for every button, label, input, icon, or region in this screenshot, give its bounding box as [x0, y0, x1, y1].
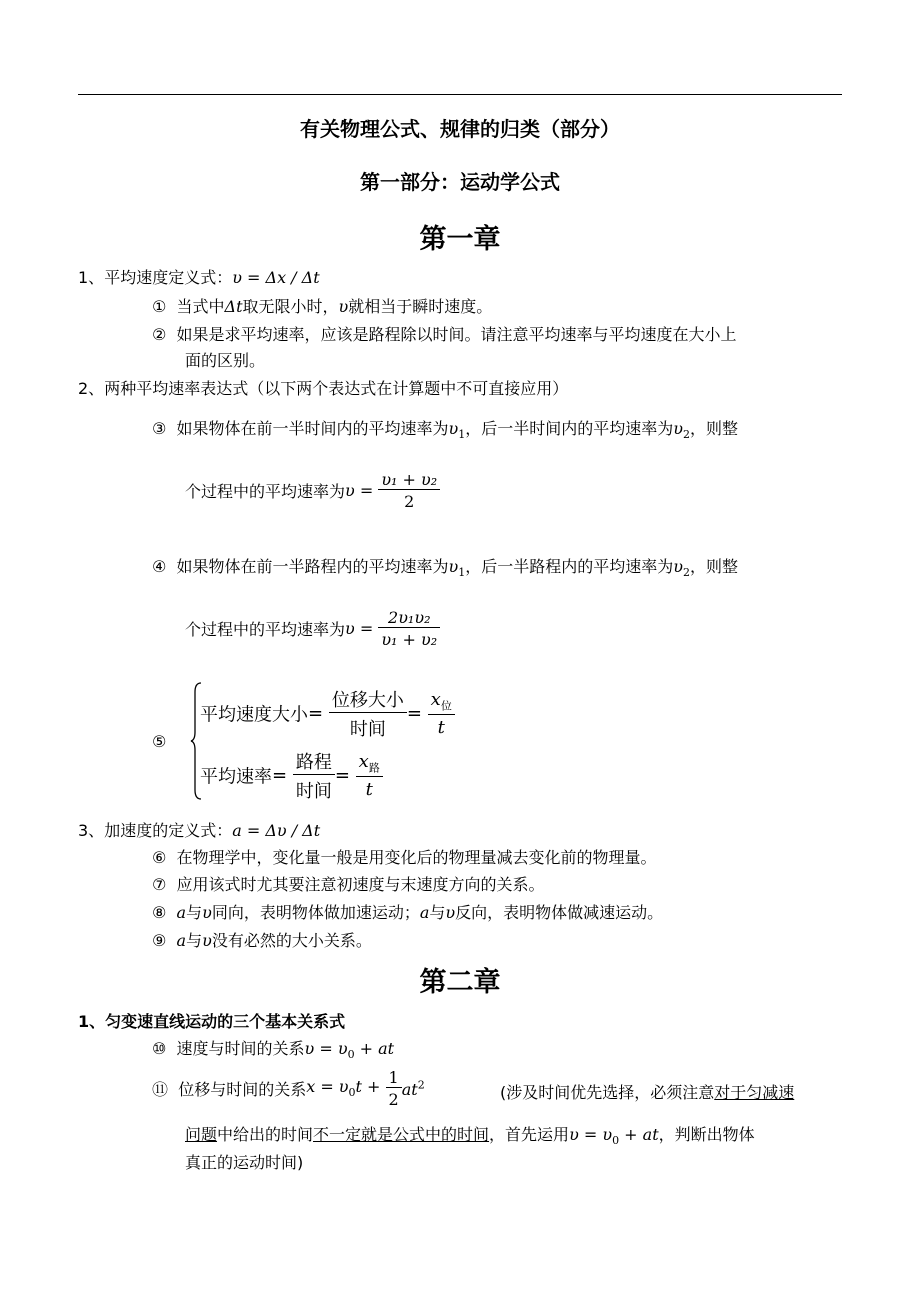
item-5-row-2: 平均速率= $\frac{\text{路程}}{\text{时间}}$ = $\frac{x_路}{t}$	[200, 748, 383, 803]
item-5-mark: ⑤	[152, 732, 167, 751]
item-11-note: (涉及时间优先选择，必须注意对于匀减速	[500, 1083, 795, 1102]
chapter-2-section-1: 1、匀变速直线运动的三个基本关系式	[78, 1012, 346, 1031]
item-9: ⑨ a与υ没有必然的大小关系。	[152, 931, 372, 950]
item-3-formula: 个过程中的平均速率为υ = $\frac{\text{υ₁ + υ₂}}{2}$	[185, 470, 440, 511]
item-11: ⑪ 位移与时间的关系$x = \upsilon_0t$ + $\frac{1}{2}$ $at^2$	[152, 1068, 425, 1109]
item-5-row-1: 平均速度大小= $\frac{\text{位移大小}}{\text{时间}}$ = $\frac{x_位}{t}$	[200, 686, 455, 741]
item-11-note-line-3: 真正的运动时间)	[185, 1153, 304, 1172]
item-3: ③ 如果物体在前一半时间内的平均速率为$\upsilon_1$，后一半时间内的平均速率为$\upsilon_2$，则整	[152, 419, 739, 442]
part-title: 第一部分：运动学公式	[360, 170, 560, 194]
item-2-cont: 面的区别。	[185, 351, 266, 370]
item-4: ④ 如果物体在前一半路程内的平均速率为$\upsilon_1$，后一半路程内的平均速率为$\upsilon_2$，则整	[152, 557, 739, 580]
section-3: 3、加速度的定义式：a = Δυ / Δt	[78, 821, 321, 840]
item-2: ② 如果是求平均速率，应该是路程除以时间。请注意平均速率与平均速度在大小上	[152, 325, 737, 344]
section-2: 2、两种平均速率表达式（以下两个表达式在计算题中不可直接应用）	[78, 379, 569, 398]
item-7: ⑦ 应用该式时尤其要注意初速度与末速度方向的关系。	[152, 875, 545, 894]
item-8: ⑧ a与υ同向，表明物体做加速运动；a与υ反向，表明物体做减速运动。	[152, 903, 664, 922]
item-1: ① 当式中Δt取无限小时，υ就相当于瞬时速度。	[152, 297, 493, 316]
item-11-note-line-2: 问题中给出的时间不一定就是公式中的时间，首先运用$\upsilon = \upsilon_0$ + at，判断出物体	[185, 1125, 755, 1148]
item-10: ⑩ 速度与时间的关系$\upsilon = \upsilon_0$ + at	[152, 1039, 395, 1062]
chapter-2-heading: 第二章	[419, 967, 501, 998]
item-4-formula: 个过程中的平均速率为υ = $\frac{\text{2υ₁υ₂}}{\text{υ₁ + υ₂}}$	[185, 608, 440, 649]
document-title: 有关物理公式、规律的归类（部分）	[300, 117, 620, 141]
avg-velocity-formula: υ = Δx / Δt	[232, 268, 320, 287]
header-rule	[78, 94, 842, 95]
chapter-1-heading: 第一章	[419, 224, 501, 255]
section-1: 1、平均速度定义式：υ = Δx / Δt	[78, 268, 320, 287]
item-6: ⑥ 在物理学中，变化量一般是用变化后的物理量减去变化前的物理量。	[152, 848, 657, 867]
acceleration-formula: a = Δυ / Δt	[232, 821, 321, 840]
